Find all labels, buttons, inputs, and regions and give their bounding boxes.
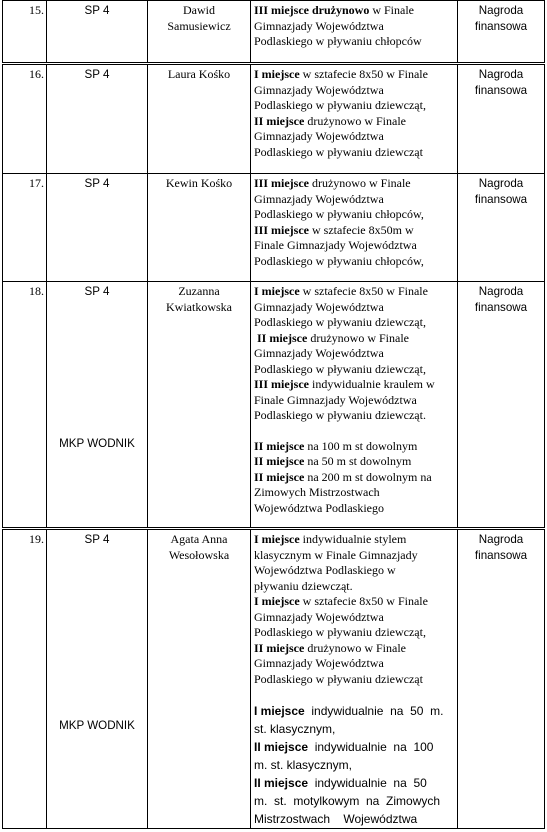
achievement-line <box>254 98 455 114</box>
achievement-line <box>254 238 455 254</box>
table-row <box>3 174 545 282</box>
achievement-line <box>254 331 455 347</box>
achievement-text: Gimnazjady Województwa <box>254 609 384 624</box>
school-cell <box>47 64 148 174</box>
award-cell <box>458 64 545 174</box>
achievement-line <box>254 3 455 19</box>
achievement-text: indywidualnie na 50 <box>308 776 427 790</box>
school-name: SP 4 <box>84 533 110 546</box>
achievement-text: Województwa Podlaskiego <box>254 500 385 515</box>
achievement-line <box>254 454 455 470</box>
award-line: Nagroda <box>478 533 524 546</box>
achievement-line <box>254 377 455 393</box>
achievement-place: II miejsce <box>254 776 309 790</box>
award-line: finansowa <box>474 19 528 33</box>
achievement-line <box>254 254 455 270</box>
athlete-name-line: Laura Kośko <box>167 67 231 81</box>
achievement-line <box>254 720 455 738</box>
achievement-line <box>254 470 455 486</box>
achievement-line <box>254 207 455 223</box>
achievement-text: Podlaskiego w pływaniu chłopców <box>254 34 422 48</box>
school-name: SP 4 <box>84 4 110 17</box>
achievement-text: indywidualnie na 100 <box>308 740 434 754</box>
achievement-place: I miejsce <box>254 704 305 718</box>
row-number: 16. <box>3 64 47 174</box>
achievement-line <box>254 439 455 455</box>
achievement-text: Podlaskiego w pływaniu chłopców, <box>254 207 424 221</box>
achievement-text: drużynowo w Finale <box>304 113 406 128</box>
achievement-line <box>254 284 455 300</box>
achievement-text: Podlaskiego w pływaniu dziewcząt <box>254 144 423 159</box>
achievement-text: na 100 m st dowolnym <box>304 438 418 453</box>
athlete-name-line: Agata Anna <box>170 532 228 546</box>
award-line: Nagroda <box>478 285 524 298</box>
achievement-text: Gimnazjady Województwa <box>254 346 384 360</box>
achievement-cell <box>251 64 458 174</box>
award-line: finansowa <box>474 548 528 562</box>
achievement-text: indywidualnie na 50 m. <box>304 704 444 718</box>
achievement-text: na 50 m st dowolnym <box>304 454 412 468</box>
achievement-text: klasycznym w Finale Gimnazjady <box>254 547 418 562</box>
achievement-place: III miejsce drużynowo <box>254 3 370 17</box>
athlete-name-cell <box>148 64 251 174</box>
achievement-text: Podlaskiego w pływaniu dziewcząt, <box>254 625 426 639</box>
achievement-text: w sztafecie 8x50 w Finale <box>299 67 428 81</box>
achievement-cell <box>251 1 458 64</box>
achievement-text: Podlaskiego w pływaniu chłopców, <box>254 253 424 268</box>
school-name: SP 4 <box>84 285 110 298</box>
achievement-line <box>254 145 455 161</box>
achievement-place: III miejsce <box>254 222 309 237</box>
achievement-line <box>254 485 455 501</box>
achievement-place: II miejsce <box>254 438 305 453</box>
achievement-text: w sztafecie 8x50 w Finale <box>299 594 428 608</box>
achievement-text: drużynowo w Finale <box>308 176 411 190</box>
athlete-name-line: Kwiatkowska <box>166 299 232 314</box>
achievement-line <box>254 641 455 657</box>
award-line: finansowa <box>474 192 528 206</box>
athlete-name-cell <box>148 1 251 64</box>
achievement-line <box>254 300 455 316</box>
achievement-place: II miejsce <box>254 740 309 754</box>
achievement-line <box>254 810 455 828</box>
achievement-text: na 200 m st dowolnym na <box>304 469 432 484</box>
award-line: Nagroda <box>478 177 524 190</box>
school-cell <box>47 529 148 829</box>
achievement-text: w sztafecie 8x50m w <box>308 222 414 237</box>
achievement-line <box>254 702 455 720</box>
achievement-line <box>254 362 455 378</box>
achievement-cell <box>251 529 458 829</box>
results-table <box>2 0 545 829</box>
row-number: 18. <box>3 282 47 529</box>
achievement-line <box>254 346 455 362</box>
school-cell <box>47 282 148 529</box>
achievement-line <box>254 594 455 610</box>
school-name: SP 4 <box>84 68 110 81</box>
achievement-line <box>254 548 455 564</box>
achievement-line <box>254 176 455 192</box>
achievement-place: II miejsce <box>254 640 305 655</box>
athlete-name-line: Wesołowska <box>168 547 230 562</box>
achievement-line <box>254 687 455 702</box>
award-line: finansowa <box>474 83 528 97</box>
achievement-line <box>254 625 455 641</box>
achievement-place: III miejsce <box>254 176 309 190</box>
school-cell <box>47 174 148 282</box>
achievement-text: m. st. klasycznym, <box>254 758 353 772</box>
school-cell <box>47 1 148 64</box>
achievement-text: w sztafecie 8x50 w Finale <box>299 284 428 298</box>
achievement-line <box>254 83 455 99</box>
achievement-line <box>254 532 455 548</box>
row-number: 19. <box>3 529 47 829</box>
achievement-line <box>254 610 455 626</box>
achievement-line <box>254 579 455 595</box>
achievement-line <box>254 563 455 579</box>
school-name: SP 4 <box>84 177 110 190</box>
achievement-text: Podlaskiego w pływaniu dziewcząt. <box>254 408 426 422</box>
achievement-text: Gimnazjady Województwa <box>254 129 384 143</box>
achievement-text: Gimnazjady Województwa <box>254 82 384 97</box>
achievement-text: Podlaskiego w pływaniu dziewcząt, <box>254 361 426 376</box>
achievement-line <box>254 424 455 439</box>
award-cell <box>458 529 545 829</box>
achievement-place: II miejsce <box>254 469 305 484</box>
achievement-cell <box>251 282 458 529</box>
achievement-line <box>254 19 455 35</box>
achievement-place: I miejsce <box>254 594 300 608</box>
achievement-text: Mistrzostwach Województwa <box>254 812 418 826</box>
achievement-line <box>254 408 455 424</box>
award-cell <box>458 1 545 64</box>
achievement-line <box>254 738 455 756</box>
athlete-name-line: Samusiewicz <box>167 18 231 33</box>
achievement-text: Finale Gimnazjady Województwa <box>254 392 417 407</box>
achievement-text: pływaniu dziewcząt. <box>254 578 353 593</box>
achievement-line <box>254 114 455 130</box>
achievement-line <box>254 656 455 672</box>
award-line: finansowa <box>474 300 528 314</box>
award-line: Nagroda <box>478 4 524 17</box>
table-row <box>3 64 545 174</box>
achievement-text: m. st. motylkowym na Zimowych <box>254 794 441 808</box>
row-number: 15. <box>3 1 47 64</box>
achievement-line <box>254 672 455 688</box>
award-cell <box>458 174 545 282</box>
achievement-line <box>254 192 455 208</box>
achievement-text: Gimnazjady Województwa <box>254 18 384 33</box>
athlete-name-line: Kewin Kośko <box>165 176 233 190</box>
club-name: MKP WODNIK <box>59 718 135 732</box>
table-row <box>3 1 545 64</box>
athlete-name-line: Dawid <box>183 3 215 17</box>
achievement-place: I miejsce <box>254 67 300 81</box>
achievement-line <box>254 393 455 409</box>
athlete-name-cell <box>148 282 251 529</box>
table-row <box>3 282 545 529</box>
achievement-text: Zimowych Mistrzostwach <box>254 485 380 499</box>
achievement-text: Podlaskiego w pływaniu dziewcząt, <box>254 315 426 329</box>
achievement-place: III miejsce <box>254 377 309 391</box>
achievement-line <box>254 129 455 145</box>
achievement-line <box>254 501 455 517</box>
athlete-name-line: Zuzanna <box>178 284 220 298</box>
achievement-place: II miejsce <box>254 454 305 468</box>
achievement-line <box>254 223 455 239</box>
achievement-text: Podlaskiego w pływaniu dziewcząt <box>254 671 423 686</box>
achievement-text: drużynowo w Finale <box>307 330 409 345</box>
award-line: Nagroda <box>478 68 524 81</box>
achievement-place: I miejsce <box>254 532 300 546</box>
achievement-line <box>254 315 455 331</box>
achievement-text: st. klasycznym, <box>254 722 336 736</box>
achievement-place: II miejsce <box>254 330 308 345</box>
achievement-text: drużynowo w Finale <box>304 640 406 655</box>
achievement-line <box>254 792 455 810</box>
achievement-text: Gimnazjady Województwa <box>254 191 384 206</box>
achievement-place: I miejsce <box>254 284 300 298</box>
athlete-name-cell <box>148 174 251 282</box>
achievement-line <box>254 34 455 50</box>
table-row <box>3 529 545 829</box>
achievement-text: w Finale <box>369 3 414 17</box>
club-name: MKP WODNIK <box>59 436 135 450</box>
achievement-place: II miejsce <box>254 113 305 128</box>
achievement-line <box>254 774 455 792</box>
achievement-text: Podlaskiego w pływaniu dziewcząt, <box>254 98 426 112</box>
achievement-text: indywidualnie kraulem w <box>308 377 435 391</box>
row-number: 17. <box>3 174 47 282</box>
achievement-text: indywidualnie stylem <box>299 532 407 546</box>
achievement-text: Województwa Podlaskiego w <box>254 563 396 577</box>
achievement-text: Gimnazjady Województwa <box>254 656 384 670</box>
achievement-line <box>254 67 455 83</box>
achievement-text: Gimnazjady Województwa <box>254 299 384 314</box>
award-cell <box>458 282 545 529</box>
achievement-line <box>254 756 455 774</box>
achievement-cell <box>251 174 458 282</box>
achievement-text: Finale Gimnazjady Województwa <box>254 238 417 252</box>
athlete-name-cell <box>148 529 251 829</box>
